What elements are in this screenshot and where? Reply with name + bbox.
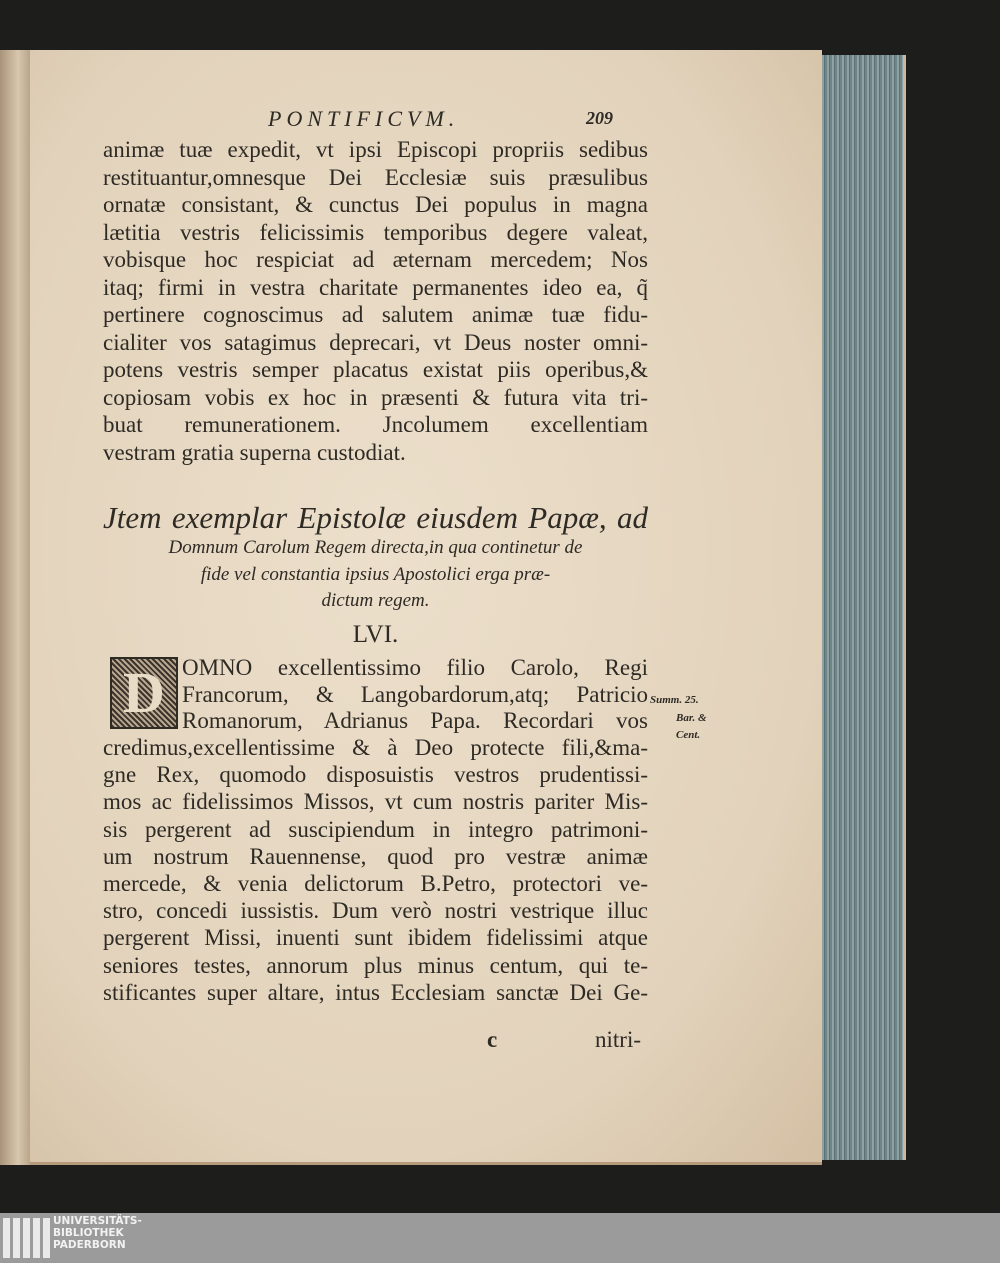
text-line: mercede, & venia delictorum B.Petro, protectori ve- — [103, 871, 648, 896]
marginal-note: Cent. — [676, 729, 701, 741]
text-line: cialiter vos satagimus deprecari, vt Deus noster omni- — [103, 329, 648, 355]
text-line: itaq; firmi in vestra charitate permanentes ideo ea, q̃ — [103, 274, 648, 300]
text-line: credimus,excellentissime & à Deo protecte fili,&ma- — [103, 735, 648, 760]
text-line: OMNO excellentissimo filio Carolo, Regi — [182, 655, 648, 680]
text-line: stificantes super altare, intus Ecclesiam sanctæ Dei Ge- — [103, 979, 648, 1005]
heading-line-3: fide vel constantia ipsius Apostolici erga præ- — [200, 564, 551, 585]
text-line: sis pergerent ad suscipiendum in integro patrimoni- — [103, 816, 648, 842]
text-line: pergerent Missi, inuenti sunt ibidem fidelissimi atque — [103, 925, 648, 951]
marginal-note: Bar. & — [676, 712, 707, 724]
logo-line: BIBLIOTHEK — [53, 1227, 124, 1239]
running-head: PONTIFICVM. — [268, 106, 460, 131]
signature-mark: c — [487, 1027, 498, 1052]
text-line: mos ac fidelissimos Missos, vt cum nostris pariter Mis- — [103, 789, 648, 815]
text-line: restituantur,omnesque Dei Ecclesiæ suis præsulibus — [103, 164, 648, 190]
text-line: Francorum, & Langobardorum,atq; Patricio — [182, 681, 648, 707]
facing-page-edge — [0, 50, 30, 1165]
text-line: seniores testes, annorum plus minus centum, qui te- — [103, 952, 648, 978]
logo-line: PADERBORN — [53, 1239, 126, 1251]
text-line: ornatæ consistant, & cunctus Dei populus in magna — [103, 192, 648, 217]
chapter-number: LVI. — [352, 621, 399, 648]
footer-bar — [0, 1213, 1000, 1263]
marginal-note: Summ. 25. — [650, 694, 699, 706]
decorated-initial: D — [110, 657, 178, 729]
text-line: potens vestris semper placatus existat piis operibus,& — [103, 357, 648, 382]
text-line: vobisque hoc respiciat ad æternam mercedem; Nos — [103, 247, 648, 272]
text-line: lætitia vestris felicissimis temporibus degere valeat, — [103, 219, 648, 245]
library-logo-text — [53, 1215, 142, 1251]
logo-line: UNIVERSITÄTS- — [53, 1215, 142, 1227]
page-edges — [815, 55, 906, 1160]
heading-line-4: dictum regem. — [321, 590, 430, 611]
text-line: vestram gratia superna custodiat. — [103, 439, 406, 465]
text-line: copiosam vobis ex hoc in præsenti & futura vita tri- — [103, 384, 648, 410]
text-line: stro, concedi iussistis. Dum verò nostri vestrique illuc — [103, 898, 648, 924]
heading-line-2: Domnum Carolum Regem directa,in qua continetur de — [168, 537, 583, 558]
text-line: gne Rex, quomodo disposuistis vestros prudentissi- — [103, 762, 648, 788]
catchword: nitri- — [595, 1027, 641, 1052]
page-number: 209 — [586, 108, 613, 128]
heading-line-1: Jtem exemplar Epistolæ eiusdem Papæ, ad — [103, 500, 648, 535]
text-line: buat remunerationem. Jncolumem excellentiam — [103, 412, 648, 437]
text-line: um nostrum Rauennense, quod pro vestræ animæ — [103, 843, 648, 869]
text-line: Romanorum, Adrianus Papa. Recordari vos — [182, 708, 648, 733]
library-logo-icon — [3, 1218, 53, 1263]
text-line: animæ tuæ expedit, vt ipsi Episcopi propriis sedibus — [103, 137, 648, 162]
text-line: pertinere cognoscimus ad salutem animæ tuæ fidu- — [103, 302, 648, 327]
